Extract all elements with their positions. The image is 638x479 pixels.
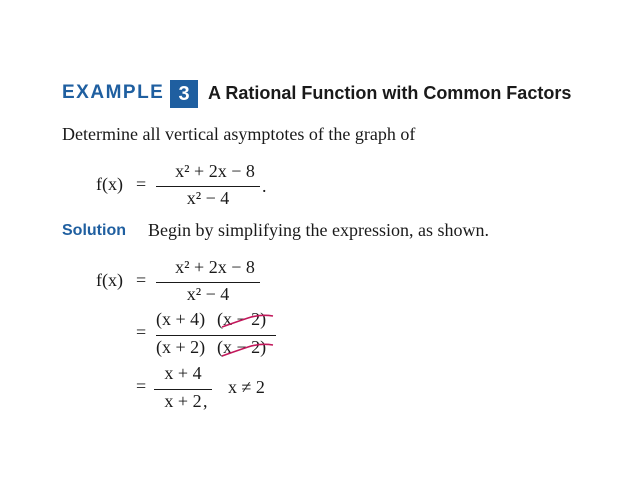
problem-equals: = [136,174,147,194]
cancel-strike-marks [218,310,278,362]
step2-numerator-factor-a: (x + 4) [156,309,206,329]
solution-text: Begin by simplifying the expression, as shown. [148,220,489,240]
step1-function-lhs: f(x) [96,270,123,290]
step3-numerator: x + 4 [164,363,202,383]
example-title: A Rational Function with Common Factors [208,83,572,103]
solution-label: Solution [62,222,126,239]
step3-condition: x ≠ 2 [228,377,265,397]
step1-numerator: x² + 2x − 8 [175,257,255,277]
step2-denominator-factor-b: (x − 2) [217,337,267,357]
step2-denominator-factor-a: (x + 2) [156,337,206,357]
step3-denominator: x + 2 [164,391,202,411]
problem-text: Determine all vertical asymptotes of the graph of [62,124,416,144]
problem-denominator: x² − 4 [186,188,230,208]
example-label: EXAMPLE [62,82,165,103]
step1-equals: = [136,270,147,290]
problem-period: . [262,176,267,196]
step2-numerator-factor-b: (x − 2) [217,309,267,329]
problem-numerator: x² + 2x − 8 [175,161,255,181]
step3-equals: = [136,376,147,396]
step2-equals: = [136,322,147,342]
problem-function-lhs: f(x) [96,174,123,194]
step3-comma: , [203,391,208,411]
step1-denominator: x² − 4 [186,284,230,304]
example-number-badge: 3 [170,80,198,108]
